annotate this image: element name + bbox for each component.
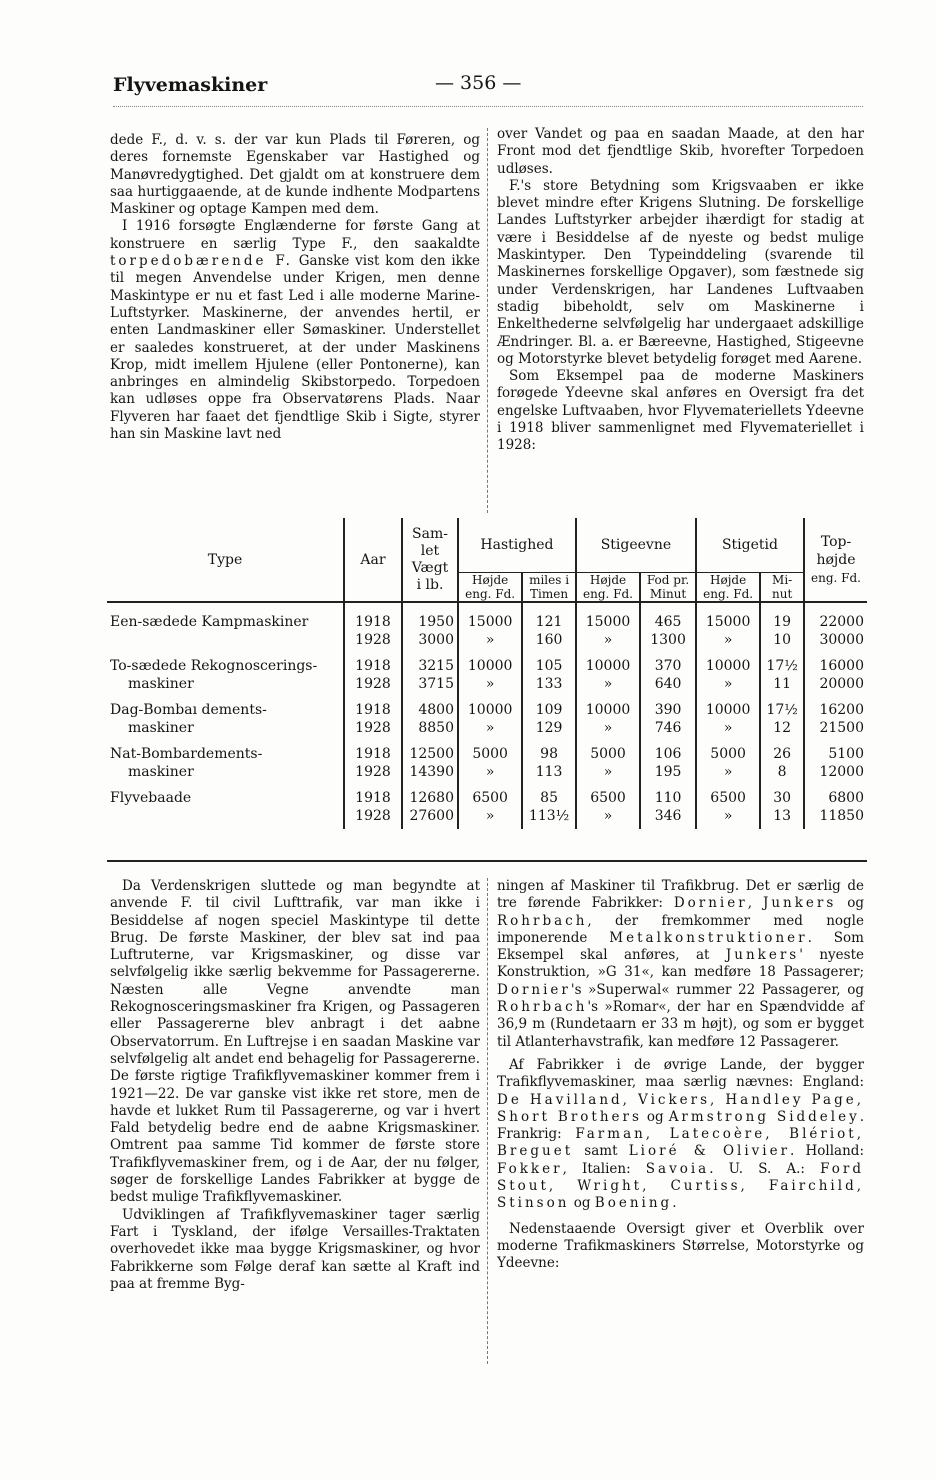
cell-h-miles: 133 [522,675,576,693]
cell-type: maskiner [128,720,194,736]
cell-s-hojde: 10000 [576,649,640,675]
spaced-term: Lioré & Olivier [628,1143,791,1160]
cell-s-hojde: 6500 [576,781,640,807]
cell-year: 1928 [344,807,402,829]
spaced-term: Boening [594,1195,673,1212]
cell-vaegt: 3715 [402,675,458,693]
cell-h-miles: 129 [522,719,576,737]
cell-type: Een-sædede Kampmaskiner [110,614,309,630]
spaced-term: Fokker [497,1160,563,1177]
cell-s-hojde: » [576,763,640,781]
column-divider [487,878,488,1364]
text-column-right-upper [497,126,864,455]
cell-vaegt: 12500 [402,737,458,763]
cell-t-min: 13 [760,807,804,829]
cell-top: 16000 [804,649,867,675]
cell-year: 1918 [344,737,402,763]
col-header-vaegt: Sam- let Vægt i lb. [402,518,458,602]
cell-t-hojde: 10000 [696,693,760,719]
cell-h-miles: 105 [522,649,576,675]
table-row [107,631,867,649]
cell-year: 1928 [344,631,402,649]
sub-header-miles: miles i Timen [522,573,576,603]
paragraph: Da Verdenskrigen sluttede og man begyndte at anvende F. til civil Lufttrafik, var man ikke i Besiddelse af nogen speciel Maskintype til dette Brug. De første Maskiner, der blev sat ind paa Luftruterne, var Krigsmaskiner, og disse var selvfølgelig ikke særlig bekvemme for Passagererne. Næsten alle Vegne anvendte man Rekognosceringsmaskiner fra Krigen, og Passageren eller Passagererne blev anbragt i det aabne Observatorrum. En Luftrejse i en saadan Maskine var selvfølgelig alt andet end behagelig for Passagererne. De første rigtige Trafikflyvemaskiner kommer frem i 1921—22. De var ganske vist ikke ret store, men de havde et lukket Rum til Passagererne, og var i hvert Fald betydelig bedre end de aabne Krigsmaskiner. Omtrent paa samme Tid kommer de første store Trafikflyvemaskiner frem, og i de Aar, der nu følger, søger de forskellige Landes Fabrikker at bygge de bedst mulige Trafikflyvemaskiner. [110,878,480,1206]
sub-header-fod: Fod pr. Minut [640,573,696,603]
table-row [107,675,867,693]
table-row [107,602,867,631]
spaced-term: torpedobærende F. [110,253,293,270]
cell-t-min: 12 [760,719,804,737]
spaced-term: Farman, Latecoère, Blériot, Breguet [497,1126,864,1160]
cell-vaegt: 14390 [402,763,458,781]
cell-year: 1918 [344,693,402,719]
cell-s-fod: 195 [640,763,696,781]
sub-header-hojde: Højde eng. Fd. [696,573,760,603]
spaced-term: Junkers [762,895,837,912]
cell-s-hojde: 10000 [576,693,640,719]
cell-h-hojde: 6500 [458,781,522,807]
paragraph: Udviklingen af Trafikflyvemaskiner tager særlig Fart i Tyskland, der ifølge Versailles-Traktaten overhovedet ikke maa bygge Krigsmaskiner, og hvor Fabrikkerne som Følge deraf kan sætte al Kraft ind paa at fremme Byg- [110,1206,480,1292]
cell-top: 30000 [804,631,867,649]
table-row [107,719,867,737]
spaced-term: De Havilland, Vickers, Handley Page, Short Brothers [497,1091,864,1125]
text-column-left-upper [110,132,480,443]
cell-h-hojde: 15000 [458,602,522,631]
cell-h-hojde: » [458,807,522,829]
cell-type [107,631,344,649]
sub-header-hojde: Højde eng. Fd. [458,573,522,603]
cell-year: 1928 [344,719,402,737]
text-column-right-lower [497,878,864,1273]
cell-t-min: 30 [760,781,804,807]
cell-vaegt: 27600 [402,807,458,829]
paragraph: dede F., d. v. s. der var kun Plads til Føreren, og deres fornemste Egenskaber var Hastighed og Manøvredygtighed. Det gjaldt om at konstruere dem saa hurtiggaaende, at de kunde indhente Modpartens Maskiner og optage Kampen med dem. [110,132,480,218]
spaced-term: Metalkonstruktioner [609,929,808,946]
cell-type: Dag-Bombaı dements- [110,702,267,718]
cell-h-hojde: » [458,763,522,781]
cell-s-hojde: » [576,675,640,693]
cell-s-hojde: » [576,631,640,649]
spaced-term: Dornier [497,981,571,998]
cell-h-hojde: 5000 [458,737,522,763]
cell-top: 6800 [804,781,867,807]
table-row [107,649,867,675]
paragraph: I 1916 forsøgte Englænderne for første Gang at konstruere en særlig Type F., den saakaldte torpedobærende F. Ganske vist kom den ikke til megen Anvendelse under Krigen, men denne Maskintype er nu et fast Led i alle moderne Marine-Luftstyrker. Maskinerne, der anvendes hertil, er enten Landmaskiner eller Sømaskiner. Understellet er saaledes konstrueret, at der under Maskinens Krop, midt imellem Hjulene (eller Pontonerne), kan anbringes en almindelig Skibstorpedo. Torpedoen kan udløses oppe fra Observatørens Plads. Naar Flyveren har faaet det fjendtlige Skib i Sigte, styrer han sin Maskine lavt ned [110,218,481,443]
cell-type: maskiner [128,676,194,692]
cell-s-fod: 106 [640,737,696,763]
page-number: — 356 — [435,72,522,94]
col-header-type: Type [107,518,344,602]
paragraph: Nedenstaaende Oversigt giver et Overblik over moderne Trafikmaskiners Størrelse, Motorstyrke og Ydeevne: [497,1220,864,1272]
cell-year: 1918 [344,602,402,631]
spaced-term: Rohrbach [497,999,588,1016]
cell-t-hojde: 6500 [696,781,760,807]
col-header-tophojde: Top- højde eng. Fd. [804,518,867,602]
cell-t-hojde: » [696,763,760,781]
spaced-term: Junkers [725,947,800,964]
cell-s-hojde: 15000 [576,602,640,631]
spaced-term: Armstrong Siddeley [668,1108,860,1125]
table-row [107,737,867,763]
cell-t-min: 19 [760,602,804,631]
text-column-left-lower [110,878,480,1293]
col-group-hastighed: Hastighed [458,518,576,573]
cell-t-hojde: » [696,719,760,737]
cell-vaegt: 1950 [402,602,458,631]
sub-header-hojde: Højde eng. Fd. [576,573,640,603]
paragraph: Af Fabrikker i de øvrige Lande, der bygger Trafikflyvemaskiner, maa særlig nævnes: England: De Havilland, Vickers, Handley Page, Short Brothers og Armstrong Siddeley. Frankrig: Farman, Latecoère, Blériot, Breguet samt Lioré & Olivier. Holland: Fokker, Italien: Savoia. U. S. A.: Ford Stout, Wright, Curtiss, Fairchild, Stinson og Boening. [497,1056,865,1212]
table-row [107,781,867,807]
cell-t-hojde: 5000 [696,737,760,763]
cell-t-hojde: » [696,631,760,649]
cell-t-min: 10 [760,631,804,649]
cell-s-fod: 640 [640,675,696,693]
running-header [113,72,863,107]
cell-t-hojde: 15000 [696,602,760,631]
cell-type: Nat-Bombardements- [110,746,263,762]
cell-h-hojde: » [458,631,522,649]
paragraph: F.'s store Betydning som Krigsvaaben er ikke blevet mindre efter Krigens Slutning. De forskellige Landes Luftstyrker arbejder ihærdigt for stadig at være i Besiddelse af de nyeste og bedst mulige Maskintyper. Den Typeinddeling (svarende til Maskinernes forskellige Opgaver), som fæstnede sig under Verdenskrigen, har Landenes Luftvaaben stadig bibeholdt, selv om Maskinerne i Enkelthederne selvfølgelig har undergaaet adskillige Ændringer. Bl. a. er Bæreevne, Hastighed, Stigeevne og Motorstyrke blevet betydelig forøget med Aarene. [497,177,864,367]
cell-h-miles: 98 [522,737,576,763]
cell-top: 20000 [804,675,867,693]
cell-s-fod: 1300 [640,631,696,649]
sub-header-minut: Mi- nut [760,573,804,603]
cell-year: 1928 [344,675,402,693]
cell-h-hojde: » [458,719,522,737]
cell-h-miles: 113 [522,763,576,781]
paragraph: ningen af Maskiner til Trafikbrug. Det er særlig de tre førende Fabrikker: Dornier, Junkers og Rohrbach, der fremkommer med nogle imponerende Metalkonstruktioner. Som Eksempel skal anføres, at Junkers' nyeste Konstruktion, »G 31«, kan medføre 18 Passagerer; Dornier's »Superwal« rummer 22 Passagerer, og Rohrbach's »Romar«, der har en Spændvidde af 36,9 m (Rundetaarn er 33 m højt), og som er bygget til Atlanterhavstrafik, kan medføre 12 Passagerer. [497,878,864,1050]
cell-s-fod: 370 [640,649,696,675]
cell-h-miles: 109 [522,693,576,719]
col-group-stigetid: Stigetid [696,518,804,573]
cell-vaegt: 12680 [402,781,458,807]
cell-s-fod: 346 [640,807,696,829]
cell-t-hojde: 10000 [696,649,760,675]
cell-vaegt: 4800 [402,693,458,719]
cell-h-hojde: 10000 [458,649,522,675]
running-title: Flyvemaskiner [113,74,268,96]
table-row [107,693,867,719]
performance-table [107,518,867,829]
spaced-term: Savoia [645,1160,710,1177]
column-divider [487,128,488,513]
cell-type [107,807,344,829]
cell-h-miles: 85 [522,781,576,807]
cell-s-fod: 746 [640,719,696,737]
cell-s-hojde: » [576,719,640,737]
cell-vaegt: 3215 [402,649,458,675]
cell-vaegt: 8850 [402,719,458,737]
spaced-term: Rohrbach [497,912,588,929]
cell-s-fod: 390 [640,693,696,719]
cell-h-miles: 113½ [522,807,576,829]
cell-top: 12000 [804,763,867,781]
cell-s-hojde: 5000 [576,737,640,763]
cell-s-fod: 110 [640,781,696,807]
cell-year: 1918 [344,781,402,807]
col-group-stigeevne: Stigeevne [576,518,696,573]
cell-vaegt: 3000 [402,631,458,649]
spaced-term: Ford Stout, Wright, Curtiss, Fairchild, Stinson [497,1160,864,1212]
table-bottom-rule [107,860,867,862]
spaced-term: Dornier [673,895,748,912]
cell-top: 16200 [804,693,867,719]
cell-type: maskiner [128,764,194,780]
cell-year: 1918 [344,649,402,675]
col-header-aar: Aar [344,518,402,602]
cell-s-hojde: » [576,807,640,829]
cell-top: 22000 [804,602,867,631]
paragraph: Som Eksempel paa de moderne Maskiners forøgede Ydeevne skal anføres en Oversigt fra det engelske Luftvaaben, hvor Flyvemateriellets Ydeevne i 1918 bliver sammenlignet med Flyvemateriellet i 1928: [497,368,864,454]
cell-h-hojde: » [458,675,522,693]
cell-t-min: 11 [760,675,804,693]
cell-type: Flyvebaade [110,790,192,806]
cell-type: To-sædede Rekognoscerings- [110,658,318,674]
cell-t-min: 8 [760,763,804,781]
paragraph: over Vandet og paa en saadan Maade, at den har Front mod det fjendtlige Skib, hvorefter Torpedoen udløses. [497,126,864,177]
cell-top: 21500 [804,719,867,737]
cell-t-min: 17½ [760,693,804,719]
table-row [107,763,867,781]
cell-top: 5100 [804,737,867,763]
table-row [107,807,867,829]
cell-t-min: 26 [760,737,804,763]
cell-h-miles: 121 [522,602,576,631]
cell-h-hojde: 10000 [458,693,522,719]
cell-t-hojde: » [696,807,760,829]
cell-t-min: 17½ [760,649,804,675]
cell-s-fod: 465 [640,602,696,631]
cell-t-hojde: » [696,675,760,693]
cell-top: 11850 [804,807,867,829]
cell-h-miles: 160 [522,631,576,649]
cell-year: 1928 [344,763,402,781]
